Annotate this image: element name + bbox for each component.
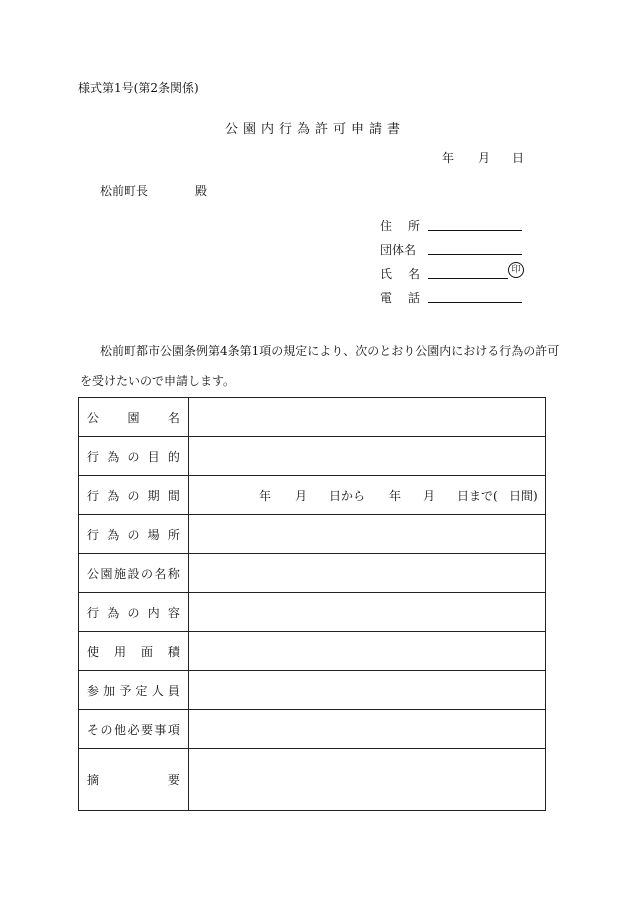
applicant-address-field[interactable] [428, 230, 522, 231]
field-purpose[interactable] [188, 437, 545, 476]
label-period: 行 為 の 期 間 [79, 476, 189, 515]
period-until: 日まで( [456, 489, 498, 503]
period-days: 日間) [508, 489, 538, 503]
table-row-area [79, 632, 546, 671]
date-day-label: 日 [512, 151, 525, 165]
label-location: 行 為 の 場 所 [79, 515, 189, 554]
application-form-table [78, 397, 546, 811]
field-period[interactable] [188, 476, 545, 515]
table-row-content [79, 593, 546, 632]
addressee-name: 松前町長 [100, 184, 149, 198]
applicant-organization-label: 団体名 [380, 243, 417, 257]
label-other: そ の 他 必 要 事 項 [79, 710, 189, 749]
field-location[interactable] [188, 515, 545, 554]
table-row-purpose [79, 437, 546, 476]
applicant-organization-field[interactable] [428, 254, 522, 255]
label-remarks: 摘 要 [79, 749, 189, 811]
period-month-1: 月 [294, 489, 307, 503]
field-facility-name[interactable] [188, 554, 545, 593]
label-facility-name: 公 園 施 設 の 名 称 [79, 554, 189, 593]
field-other[interactable] [188, 710, 545, 749]
applicant-phone-field[interactable] [428, 302, 522, 303]
label-participants: 参 加 予 定 人 員 [79, 671, 189, 710]
label-area: 使 用 面 積 [79, 632, 189, 671]
label-content: 行 為 の 内 容 [79, 593, 189, 632]
period-year-1: 年 [258, 489, 271, 503]
period-month-2: 月 [422, 489, 435, 503]
date-year-label: 年 [442, 151, 455, 165]
seal-mark: 印 [508, 262, 524, 278]
body-text-line-2: を受けたいので申請します。 [80, 374, 236, 388]
table-row-location [79, 515, 546, 554]
period-year-2: 年 [388, 489, 401, 503]
label-purpose: 行 為 の 目 的 [79, 437, 189, 476]
table-row-facility-name [79, 554, 546, 593]
table-row-participants [79, 671, 546, 710]
applicant-address-label: 住 所 [380, 219, 420, 233]
date-month-label: 月 [478, 151, 491, 165]
field-participants[interactable] [188, 671, 545, 710]
field-area[interactable] [188, 632, 545, 671]
form-number: 様式第1号(第2条関係) [78, 81, 199, 95]
body-text-line-1: 松前町都市公園条例第4条第1項の規定により、次のとおり公園内における行為の許可 [100, 344, 560, 358]
table-row-period [79, 476, 546, 515]
addressee-honorific: 殿 [195, 184, 208, 198]
table-row-remarks [79, 749, 546, 811]
table-row-park-name [79, 398, 546, 437]
field-content[interactable] [188, 593, 545, 632]
table-row-other [79, 710, 546, 749]
period-from: 日から [328, 489, 365, 503]
field-park-name[interactable] [188, 398, 545, 437]
label-park-name: 公 園 名 [79, 398, 189, 437]
applicant-name-label: 氏 名 [380, 267, 420, 281]
document-title: 公園内行為許可申請書 [224, 122, 405, 137]
applicant-name-field[interactable] [428, 278, 508, 279]
field-remarks[interactable] [188, 749, 545, 811]
applicant-phone-label: 電 話 [380, 291, 420, 305]
